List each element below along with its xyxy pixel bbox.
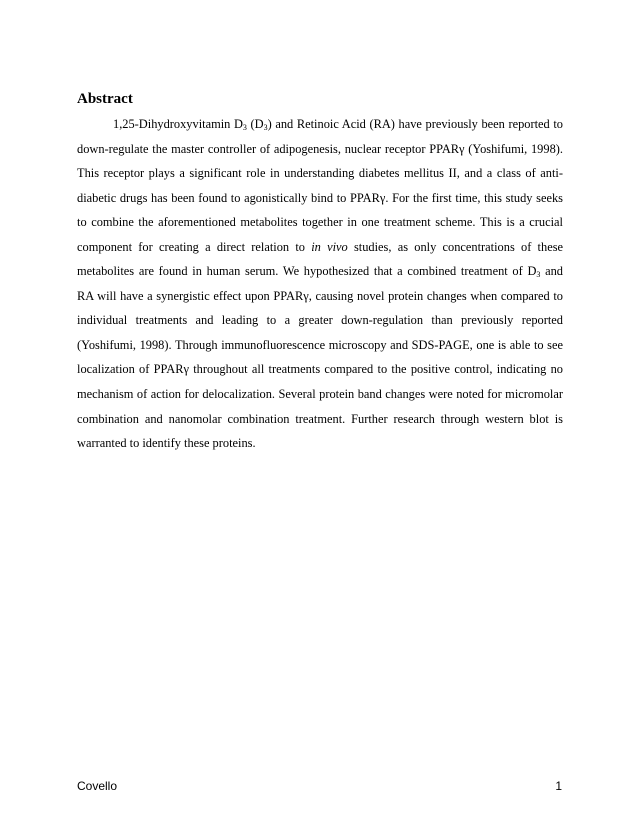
abstract-line bbox=[77, 308, 563, 333]
abstract-line bbox=[77, 284, 563, 309]
abstract-line bbox=[77, 210, 563, 235]
footer-author: Covello bbox=[77, 779, 118, 793]
subscript-text: 3 bbox=[242, 123, 247, 132]
abstract-line bbox=[77, 333, 563, 358]
abstract-line bbox=[77, 137, 563, 162]
subscript-text: 3 bbox=[263, 123, 268, 132]
abstract-line bbox=[77, 382, 563, 407]
abstract-line bbox=[77, 357, 563, 382]
abstract-text: mechanism of action for delocalization. Several protein band changes were noted for micromolar bbox=[77, 387, 563, 402]
abstract-text: to combine the aforementioned metabolites together in one treatment scheme. This is a crucial bbox=[77, 215, 563, 230]
abstract-text: studies, as only concentrations of these bbox=[347, 239, 564, 254]
abstract-text: down-regulate the master controller of adipogenesis, nuclear receptor PPARγ (Yoshifumi, 1998). bbox=[77, 141, 563, 156]
abstract-text: (D bbox=[246, 117, 264, 131]
abstract-text: (Yoshifumi, 1998). Through immunofluorescence microscopy and SDS-PAGE, one is able to see bbox=[77, 337, 563, 352]
subscript-text: 3 bbox=[536, 270, 541, 280]
italic-text: in vivo bbox=[311, 239, 348, 254]
abstract-text: individual treatments and leading to a greater down-regulation than previously reported bbox=[77, 313, 563, 328]
abstract-text: This receptor plays a significant role in understanding diabetes mellitus II, and a class of anti- bbox=[77, 166, 563, 181]
abstract-line bbox=[77, 407, 563, 432]
abstract-text: metabolites are found in human serum. We hypothesized that a combined treatment of D bbox=[77, 264, 537, 279]
abstract-text: and bbox=[540, 264, 563, 279]
abstract-heading: Abstract bbox=[77, 91, 133, 107]
abstract-line bbox=[77, 112, 563, 137]
abstract-text: warranted to identify these proteins. bbox=[77, 436, 256, 451]
abstract-line bbox=[77, 259, 563, 284]
footer-page-number: 1 bbox=[555, 779, 562, 793]
abstract-text: RA will have a synergistic effect upon PPARγ, causing novel protein changes when compared to bbox=[77, 288, 563, 303]
abstract-line bbox=[77, 235, 563, 260]
abstract-body bbox=[77, 112, 563, 456]
abstract-text: diabetic drugs has been found to agonistically bind to PPARγ. For the first time, this study seeks bbox=[77, 190, 563, 205]
abstract-text: localization of PPARγ throughout all treatments compared to the positive control, indicating no bbox=[77, 362, 563, 377]
abstract-text: combination and nanomolar combination treatment. Further research through western blot is bbox=[77, 411, 563, 426]
abstract-text: ) and Retinoic Acid (RA) have previously been reported to bbox=[267, 117, 563, 131]
abstract-line bbox=[77, 431, 563, 456]
abstract-text: 1,25-Dihydroxyvitamin D bbox=[113, 117, 243, 131]
abstract-text: component for creating a direct relation to bbox=[77, 239, 312, 254]
abstract-line bbox=[77, 186, 563, 211]
abstract-line bbox=[77, 161, 563, 186]
